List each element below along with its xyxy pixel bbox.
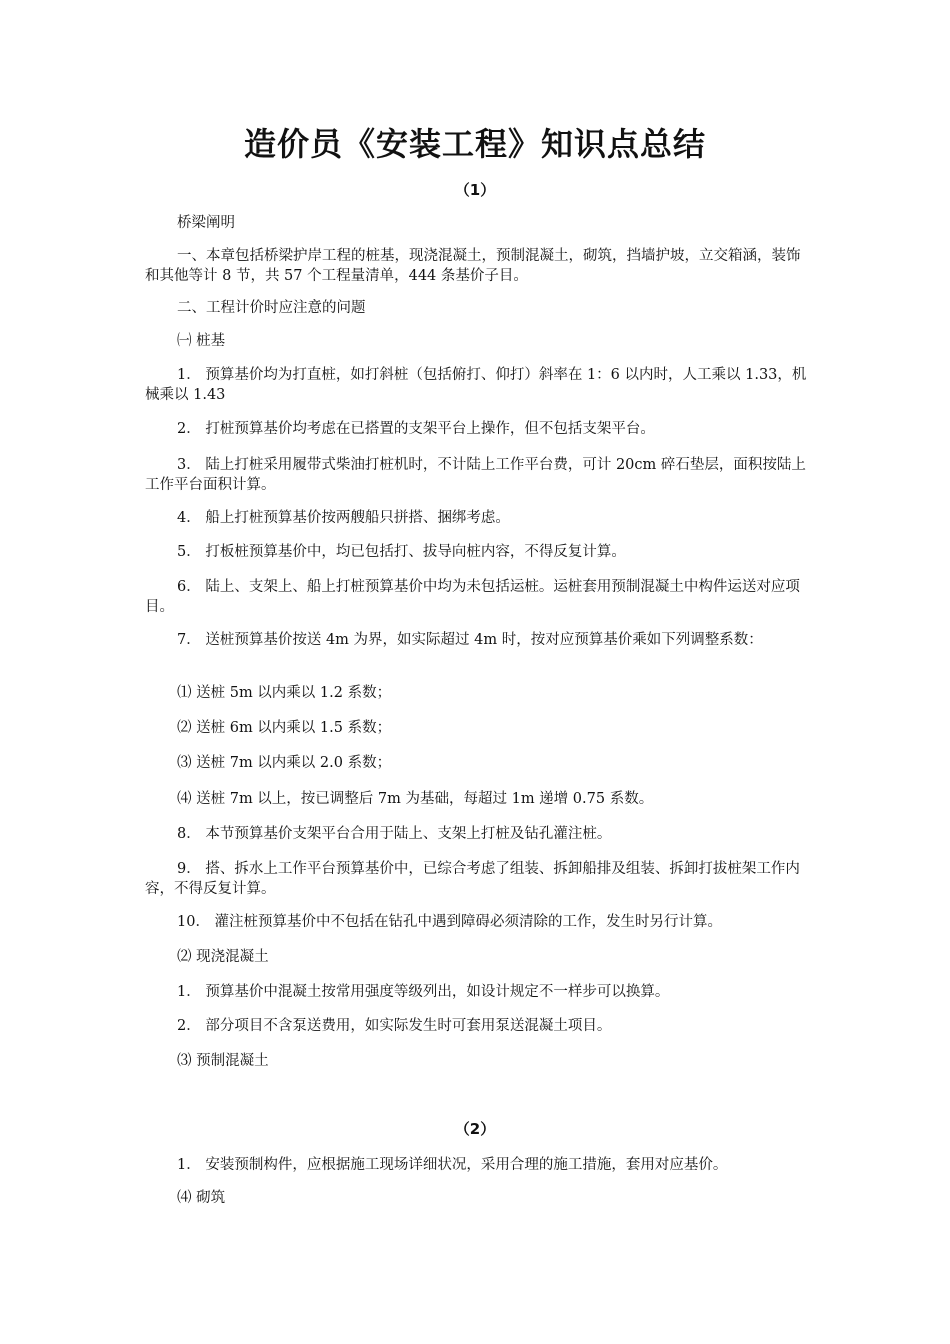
paragraph: ⑶ 预制混凝土 — [177, 1053, 269, 1069]
paragraph: 3． 陆上打桩采用履带式柴油打桩机时，不计陆上工作平台费，可计 20cm 碎石垫层，面积按陆上工作平台面积计算。 — [145, 457, 806, 493]
paragraph: 5． 打板桩预算基价中，均已包括打、拔导向桩内容，不得反复计算。 — [177, 544, 626, 560]
paragraph: ⑷ 送桩 7m 以上，按已调整后 7m 为基础，每超过 1m 递增 0.75 系数。 — [177, 791, 654, 807]
section-number-1: （1） — [454, 181, 496, 199]
paragraph: 二、工程计价时应注意的问题 — [177, 300, 366, 316]
paragraph: 一、本章包括桥梁护岸工程的桩基，现浇混凝土，预制混凝土，砌筑，挡墙护坡，立交箱涵，装饰和其他等计 8 节，共 57 个工程量清单，444 条基价子目。 — [145, 248, 801, 284]
paragraph: ⑶ 送桩 7m 以内乘以 2.0 系数； — [177, 755, 392, 771]
paragraph: 2． 打桩预算基价均考虑在已搭置的支架平台上操作，但不包括支架平台。 — [177, 421, 655, 437]
paragraph: 1． 预算基价均为打直桩，如打斜桩（包括俯打、仰打）斜率在 1：6 以内时，人工乘以 1.33，机械乘以 1.43 — [145, 367, 807, 403]
section-number-2: （2） — [454, 1120, 496, 1138]
paragraph: 7． 送桩预算基价按送 4m 为界，如实际超过 4m 时，按对应预算基价乘如下列调整系数： — [177, 632, 763, 648]
paragraph: 1． 预算基价中混凝土按常用强度等级列出，如设计规定不一样步可以换算。 — [177, 984, 670, 1000]
page-title: 造价员《安装工程》知识点总结 — [243, 125, 706, 163]
paragraph: 6． 陆上、支架上、船上打桩预算基价中均为未包括运桩。运桩套用预制混凝土中构件运送对应项目。 — [145, 579, 800, 615]
paragraph: ⑴ 送桩 5m 以内乘以 1.2 系数； — [177, 685, 392, 701]
paragraph: ㈠ 桩基 — [177, 333, 226, 349]
paragraph: 10． 灌注桩预算基价中不包括在钻孔中遇到障碍必须清除的工作，发生时另行计算。 — [177, 914, 723, 930]
paragraph: ⑵ 送桩 6m 以内乘以 1.5 系数； — [177, 720, 392, 736]
paragraph: ⑷ 砌筑 — [177, 1190, 226, 1206]
paragraph: 9． 搭、拆水上工作平台预算基价中，已综合考虑了组装、拆卸船排及组装、拆卸打拔桩架工作内容，不得反复计算。 — [145, 861, 800, 897]
paragraph: 桥梁阐明 — [177, 215, 235, 231]
paragraph: ⑵ 现浇混凝土 — [177, 949, 269, 965]
paragraph: 1． 安装预制构件，应根据施工现场详细状况，采用合理的施工措施，套用对应基价。 — [177, 1157, 728, 1173]
paragraph: 2． 部分项目不含泵送费用，如实际发生时可套用泵送混凝土项目。 — [177, 1018, 612, 1034]
paragraph: 8． 本节预算基价支架平台合用于陆上、支架上打桩及钻孔灌注桩。 — [177, 826, 612, 842]
paragraph: 4． 船上打桩预算基价按两艘船只拼搭、捆绑考虑。 — [177, 510, 510, 526]
